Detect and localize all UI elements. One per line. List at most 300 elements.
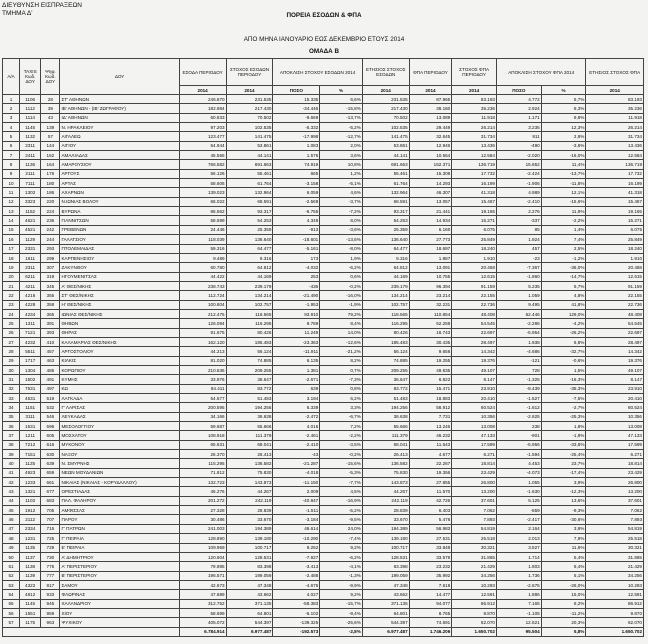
cell-stoxos-esodon: 33.670 (226, 515, 273, 524)
cell-esoda: 44.422 (179, 272, 226, 281)
cell-doy: ΧΙΟΥ (60, 608, 179, 617)
cell-etisios-fpa: 47.133 (586, 431, 644, 440)
cell-fpa: 96.394 (409, 281, 452, 290)
cell-doy: Α' ΘΕΣ/ΝΙΚΗΣ (60, 281, 179, 290)
cell-poso-fpa: 1.938 (496, 337, 541, 346)
cell-etisios-fpa: 22.697 (586, 328, 644, 337)
cell-taxis: 2334 (20, 524, 41, 533)
cell-taxis: 6211 (20, 272, 41, 281)
cell-doy: ΑΜΑΛΙΑΔΑΣ (60, 151, 179, 160)
cell-stoxos-fpa: 8.147 (452, 375, 497, 384)
table-row (3, 506, 644, 515)
cell-fpa: 33.848 (409, 543, 452, 552)
table-body (3, 95, 644, 628)
cell-poso-esodon: -5.161 (273, 244, 320, 253)
cell-pct-esodon: -16,9% (320, 496, 363, 505)
cell-psifiaki: 605 (41, 431, 60, 440)
cell-fpa: 58.912 (409, 403, 452, 412)
cell-etisios-esodon: 36.647 (362, 375, 409, 384)
cell-aa: 33 (3, 394, 20, 403)
cell-fpa: 13.091 (409, 263, 452, 272)
cell-taxis: 1611 (20, 253, 41, 262)
cell-pct-esodon: 79,2% (320, 309, 363, 318)
cell-poso-fpa: 3.235 (496, 123, 541, 132)
cell-doy: ΠΑΡΟΥ (60, 515, 179, 524)
cell-psifiaki: 707 (41, 515, 60, 524)
cell-poso-esodon: 9.789 (273, 319, 320, 328)
cell-poso-esodon: 639 (273, 384, 320, 393)
cell-doy: Ν. ΗΡΑΚΛΕΙΟΥ (60, 123, 179, 132)
cell-fpa: 21.441 (409, 207, 452, 216)
cell-stoxos-fpa: 19.165 (452, 207, 497, 216)
cell-stoxos-esodon: 26.413 (226, 450, 273, 459)
cell-poso-esodon: 3.194 (273, 394, 320, 403)
col-etisios-esodon: ΕΤΗΣΙΟΣ ΣΤΟΧΟΣ ΕΣΟΔΩΝ (362, 59, 409, 86)
cell-fpa: 7.731 (409, 412, 452, 421)
cell-esoda: 100.804 (179, 300, 226, 309)
cell-etisios-esodon: 43.662 (362, 590, 409, 599)
cell-etisios-fpa: 26.800 (586, 478, 644, 487)
cell-pct-esodon: -15,6% (320, 459, 363, 468)
cell-aa: 12 (3, 197, 20, 206)
cell-stoxos-esodon: 64.477 (226, 244, 273, 253)
cell-pct-esodon: 8,4% (320, 319, 363, 328)
cell-stoxos-fpa: 9.870 (452, 608, 497, 617)
cell-poso-fpa: -659 (496, 506, 541, 515)
cell-etisios-fpa: 37.601 (586, 496, 644, 505)
cell-poso-esodon: 2.009 (273, 487, 320, 496)
cell-stoxos-esodon: 102.757 (226, 300, 273, 309)
cell-pct-esodon: -1,3% (320, 571, 363, 580)
cell-taxis: 1304 (20, 365, 41, 374)
cell-pct-fpa: -2,2% (541, 216, 586, 225)
cell-stoxos-fpa: 15.467 (452, 197, 497, 206)
cell-doy: ΑΜΑΡΟΥΣΙΟΥ (60, 160, 179, 169)
cell-esoda: 120.604 (179, 552, 226, 561)
cell-psifiaki: 677 (41, 487, 60, 496)
cell-pct-fpa: -25,3% (541, 412, 586, 421)
cell-doy: Ε' ΠΕΙΡΑΙΑ (60, 543, 179, 552)
cell-psifiaki: 162 (41, 151, 60, 160)
cell-pct-esodon: 3,3% (320, 403, 363, 412)
year-stoxos-esodon: 2014 (226, 86, 273, 95)
cell-fpa: 13.246 (409, 422, 452, 431)
cell-fpa: 42.726 (409, 496, 452, 505)
cell-fpa: 15.308 (409, 169, 452, 178)
cell-taxis: 2311 (20, 141, 41, 150)
cell-pct-fpa: 7,9% (541, 534, 586, 543)
year-esoda: 2014 (179, 86, 226, 95)
cell-pct-fpa: -26,2% (541, 328, 586, 337)
cell-fpa: 38.160 (409, 104, 452, 113)
cell-etisios-fpa: 83.193 (586, 95, 644, 104)
table-row (3, 337, 644, 346)
cell-stoxos-esodon: 80.426 (226, 328, 273, 337)
cell-stoxos-esodon: 36.638 (226, 412, 273, 421)
cell-taxis: 4923 (20, 468, 41, 477)
cell-stoxos-esodon: 54.253 (226, 216, 273, 225)
cell-fpa: 30.435 (409, 337, 452, 346)
cell-taxis: 2112 (20, 515, 41, 524)
cell-taxis: 4216 (20, 291, 41, 300)
cell-doy: ΜΟΣΧΑΤΟΥ (60, 431, 179, 440)
cell-pct-fpa: 8,4% (541, 562, 586, 571)
cell-poso-esodon: -2.472 (273, 412, 320, 421)
cell-esoda: 128.890 (179, 534, 226, 543)
cell-poso-esodon: -1.511 (273, 506, 320, 515)
cell-aa: 57 (3, 618, 20, 627)
table-row (3, 450, 644, 459)
cell-psifiaki: 43 (41, 113, 60, 122)
table-row (3, 599, 644, 608)
cell-doy: ΑΙΓΑΛΕΩ (60, 132, 179, 141)
cell-poso-fpa: 3.527 (496, 543, 541, 552)
cell-stoxos-fpa: 21.429 (452, 562, 497, 571)
cell-psifiaki: 307 (41, 263, 60, 272)
cell-pct-esodon: -7,3% (320, 375, 363, 384)
org-line-2: ΤΜΗΜΑ Δ' (2, 10, 33, 17)
cell-psifiaki: 358 (41, 300, 60, 309)
cell-taxis: 1311 (20, 319, 41, 328)
cell-poso-fpa: -1.105 (496, 608, 541, 617)
table-row (3, 151, 644, 160)
cell-aa: 34 (3, 403, 20, 412)
cell-esoda: 60.833 (179, 113, 226, 122)
cell-aa: 47 (3, 524, 20, 533)
cell-etisios-esodon: 68.041 (362, 440, 409, 449)
cell-esoda: 210.636 (179, 365, 226, 374)
cell-etisios-esodon: 371.135 (362, 599, 409, 608)
cell-pct-esodon: 7,2% (320, 422, 363, 431)
cell-esoda: 27.328 (179, 506, 226, 515)
cell-taxis: 1135 (20, 543, 41, 552)
cell-aa: 5 (3, 132, 20, 141)
cell-doy: ΚΑΡΠΕΝΗΣΙΟΥ (60, 253, 179, 262)
cell-pct-fpa: 4,8% (541, 291, 586, 300)
cell-aa: 1 (3, 95, 20, 104)
cell-doy: Β' ΠΕΡΙΣΤΕΡΙΟΥ (60, 571, 179, 580)
cell-esoda: 238.743 (179, 281, 226, 290)
cell-pct-esodon: 6,6% (320, 95, 363, 104)
cell-etisios-esodon: 44.141 (362, 151, 409, 160)
cell-fpa: 33.579 (409, 552, 452, 561)
cell-esoda: 91.675 (179, 328, 226, 337)
cell-pct-fpa: 41,8% (541, 300, 586, 309)
cell-pct-fpa: 8,3% (541, 104, 586, 113)
cell-etisios-fpa: 31.865 (586, 552, 644, 561)
cell-fpa: 23.232 (409, 562, 452, 571)
cell-etisios-esodon: 55.461 (362, 169, 409, 178)
cell-etisios-fpa: 25.518 (586, 534, 644, 543)
cell-aa: 39 (3, 450, 20, 459)
cell-etisios-esodon: 54.253 (362, 216, 409, 225)
cell-doy: ΝΕΩΝ ΜΟΥΔΑΝΙΩΝ (60, 468, 179, 477)
cell-pct-esodon: -13,6% (320, 235, 363, 244)
table-row (3, 291, 644, 300)
cell-taxis: 1139 (20, 571, 41, 580)
cell-pct-fpa: 5,7% (541, 95, 586, 104)
cell-stoxos-esodon: 194.256 (226, 403, 273, 412)
cell-etisios-fpa: 31.734 (586, 132, 644, 141)
cell-pct-fpa: -1,2% (541, 253, 586, 262)
cell-etisios-fpa: 12.591 (586, 590, 644, 599)
cell-pct-esodon: -6,7% (320, 412, 363, 421)
cell-doy: Η' ΘΕΣ/ΝΙΚΗΣ (60, 300, 179, 309)
cell-pct-fpa: -9,3% (541, 506, 586, 515)
cell-stoxos-esodon: 100.717 (226, 543, 273, 552)
table-row (3, 319, 644, 328)
cell-doy: ΚΥΜΗΣ (60, 375, 179, 384)
cell-psifiaki: 244 (41, 235, 60, 244)
cell-stoxos-fpa: 136.719 (452, 160, 497, 169)
cell-stoxos-fpa: 25.849 (452, 235, 497, 244)
cell-stoxos-esodon: 47.348 (226, 580, 273, 589)
cell-aa: 38 (3, 440, 20, 449)
cell-aa: 54 (3, 590, 20, 599)
cell-aa: 51 (3, 562, 20, 571)
cell-doy: ΧΑΛΑΝΔΡΙΟΥ (60, 599, 179, 608)
cell-esoda: 246.870 (179, 95, 226, 104)
cell-taxis: 1211 (20, 431, 41, 440)
table-row (3, 515, 644, 524)
cell-pct-esodon: -5,2% (320, 123, 363, 132)
cell-psifiaki: 963 (41, 618, 60, 627)
cell-esoda: 60.780 (179, 263, 226, 272)
cell-fpa: 32.645 (409, 132, 452, 141)
cell-esoda: 34.166 (179, 412, 226, 421)
cell-stoxos-esodon: 53.861 (226, 141, 273, 150)
cell-stoxos-fpa: 86.912 (452, 599, 497, 608)
cell-pct-fpa: 6,8% (541, 337, 586, 346)
cell-doy: ΛΑΓΚΑΔΑ (60, 394, 179, 403)
cell-esoda: 139.023 (179, 188, 226, 197)
cell-doy: ΜΕΣΟΛΟΓΓΙΟΥ (60, 422, 179, 431)
cell-stoxos-esodon: 83.398 (226, 562, 273, 571)
cell-esoda: 126.084 (179, 319, 226, 328)
cell-etisios-esodon: 33.670 (362, 515, 409, 524)
cell-fpa: 11.643 (409, 440, 452, 449)
cell-poso-fpa: 1.055 (496, 478, 541, 487)
cell-doy: ΑΙΓΙΟΥ (60, 141, 179, 150)
cell-esoda: 81.020 (179, 356, 226, 365)
cell-poso-esodon: 1.083 (273, 141, 320, 150)
table-row (3, 132, 644, 141)
cell-taxis: 4234 (20, 309, 41, 318)
cell-doy: ΚΑΛΑΜΑΡΙΑΣ ΘΕΣ/ΝΙΚΗΣ (60, 337, 179, 346)
table-row (3, 468, 644, 477)
cell-taxis: 7111 (20, 179, 41, 188)
total-stoxos-esodon: 6.977.487 (226, 627, 273, 636)
cell-esoda: 42.673 (179, 580, 226, 589)
table-row (3, 543, 644, 552)
cell-poso-fpa: 1.736 (496, 571, 541, 580)
cell-fpa: 18.883 (409, 394, 452, 403)
table-row (3, 394, 644, 403)
cell-pct-fpa: 12,3% (541, 123, 586, 132)
cell-etisios-fpa: 10.293 (586, 580, 644, 589)
cell-etisios-esodon: 51.483 (362, 394, 409, 403)
cell-poso-fpa: 5.235 (496, 281, 541, 290)
cell-psifiaki: 242 (41, 225, 60, 234)
cell-fpa: 15.471 (409, 384, 452, 393)
col-doy: ΔΟΥ (60, 59, 179, 95)
cell-pct-fpa: -11,8% (541, 179, 586, 188)
cell-esoda: 108.918 (179, 431, 226, 440)
cell-psifiaki: 730 (41, 552, 60, 561)
cell-etisios-fpa: 34.256 (586, 571, 644, 580)
cell-fpa: 27.855 (409, 478, 452, 487)
cell-psifiaki: 777 (41, 571, 60, 580)
cell-stoxos-fpa: 17.599 (452, 440, 497, 449)
cell-doy: Ν.ΙΩΝΙΑΣ ΒΟΛΟΥ (60, 197, 179, 206)
cell-doy: ΨΥΧΙΚΟΥ (60, 618, 179, 627)
cell-etisios-esodon: 93.317 (362, 207, 409, 216)
cell-pct-esodon: -7,4% (320, 534, 363, 543)
cell-esoda: 86.562 (179, 207, 226, 216)
table-row (3, 160, 644, 169)
cell-pct-fpa: 2,5% (541, 244, 586, 253)
cell-pct-esodon: 8,0% (320, 216, 363, 225)
cell-poso-esodon: 4.027 (273, 590, 320, 599)
cell-pct-fpa: 11,4% (541, 160, 586, 169)
cell-aa: 20 (3, 272, 20, 281)
cell-fpa: 14.293 (409, 179, 452, 188)
cell-etisios-fpa: 6.271 (586, 450, 644, 459)
cell-doy: ΠΑΛ. ΦΑΛΗΡΟΥ (60, 496, 179, 505)
cell-poso-esodon: -2.671 (273, 375, 320, 384)
cell-poso-fpa: -337 (496, 216, 541, 225)
cell-doy: Α' ΔΗΜΗΤΡΙΟΥ (60, 552, 179, 561)
cell-etisios-esodon: 209.255 (362, 365, 409, 374)
cell-doy: ΟΡΕΣΤΙΑΔΑΣ (60, 487, 179, 496)
cell-poso-esodon: -6.755 (273, 207, 320, 216)
cell-esoda: 132.723 (179, 478, 226, 487)
cell-stoxos-esodon: 136.640 (226, 235, 273, 244)
cell-pct-esodon: 24,0% (320, 524, 363, 533)
year-stoxos-fpa: 2014 (452, 86, 497, 95)
cell-aa: 42 (3, 478, 20, 487)
cell-pct-esodon: 6,2% (320, 394, 363, 403)
cell-etisios-fpa: 18.240 (586, 244, 644, 253)
cell-stoxos-fpa: 22.697 (452, 328, 497, 337)
table-row (3, 618, 644, 627)
cell-stoxos-esodon: 116.295 (226, 319, 273, 328)
cell-etisios-fpa: 18.814 (586, 459, 644, 468)
sub-pct-esodon: % (320, 86, 363, 95)
cell-pct-fpa: -36,0% (541, 263, 586, 272)
cell-stoxos-esodon: 118.565 (226, 309, 273, 318)
table-row (3, 580, 644, 589)
cell-stoxos-esodon: 102.535 (226, 123, 273, 132)
cell-poso-esodon: 6.339 (273, 403, 320, 412)
table-row (3, 496, 644, 505)
cell-pct-esodon: -7,7% (320, 478, 363, 487)
cell-poso-fpa: -1.594 (496, 450, 541, 459)
cell-aa: 49 (3, 543, 20, 552)
cell-aa: 53 (3, 580, 20, 589)
cell-doy: ΓΙΑΝΝΙΤΣΩΝ (60, 216, 179, 225)
cell-stoxos-esodon: 56.124 (226, 347, 273, 356)
cell-stoxos-fpa: 20.410 (452, 394, 497, 403)
cell-etisios-fpa: 13.008 (586, 422, 644, 431)
cell-doy: ΘΗΒΩΝ (60, 319, 179, 328)
cell-stoxos-esodon: 64.812 (226, 263, 273, 272)
cell-etisios-fpa: 91.159 (586, 281, 644, 290)
cell-pct-esodon: -4,1% (320, 562, 363, 571)
cell-stoxos-fpa: 23.429 (452, 468, 497, 477)
cell-pct-fpa: -13,7% (541, 169, 586, 178)
cell-stoxos-esodon: 371.135 (226, 599, 273, 608)
cell-stoxos-fpa: 12.584 (452, 151, 497, 160)
cell-poso-fpa: 1.714 (496, 552, 541, 561)
cell-poso-esodon: -18.601 (273, 235, 320, 244)
cell-fpa: 22.267 (409, 459, 452, 468)
cell-pct-fpa: -33,8% (541, 440, 586, 449)
cell-stoxos-fpa: 13.200 (452, 487, 497, 496)
cell-pct-esodon: -8,0% (320, 244, 363, 253)
cell-stoxos-fpa: 22.736 (452, 300, 497, 309)
year-fpa: 2014 (409, 86, 452, 95)
cell-poso-esodon: -58.383 (273, 599, 320, 608)
cell-taxis: 1112 (20, 104, 41, 113)
cell-etisios-esodon: 132.964 (362, 188, 409, 197)
cell-poso-esodon: -17.998 (273, 132, 320, 141)
cell-poso-fpa: 62.446 (496, 309, 541, 318)
cell-esoda: 84.411 (179, 384, 226, 393)
cell-poso-esodon: 93.910 (273, 309, 320, 318)
cell-aa: 23 (3, 300, 20, 309)
cell-aa: 22 (3, 291, 20, 300)
cell-psifiaki: 39 (41, 104, 60, 113)
cell-poso-fpa: -1.860 (496, 272, 541, 281)
cell-pct-esodon: -2,2% (320, 431, 363, 440)
cell-etisios-esodon: 102.757 (362, 300, 409, 309)
table-row (3, 263, 644, 272)
cell-pct-esodon: 4,5% (320, 487, 363, 496)
cell-fpa: 29.449 (409, 123, 452, 132)
cell-etisios-fpa: 15.271 (586, 216, 644, 225)
cell-poso-esodon: -11.150 (273, 478, 320, 487)
cell-taxis: 1145 (20, 123, 41, 132)
cell-pct-esodon: -7,2% (320, 207, 363, 216)
cell-aa: 28 (3, 347, 20, 356)
cell-stoxos-esodon: 64.801 (226, 608, 273, 617)
cell-stoxos-fpa: 60.524 (452, 403, 497, 412)
cell-psifiaki: 705 (41, 506, 60, 515)
table-row (3, 328, 644, 337)
cell-psifiaki: 355 (41, 291, 60, 300)
table-row (3, 244, 644, 253)
table-row (3, 384, 644, 393)
cell-stoxos-fpa: 19.376 (452, 356, 497, 365)
sub-pct-fpa: % (541, 86, 586, 95)
cell-etisios-fpa: 54.819 (586, 524, 644, 533)
cell-taxis: 1152 (20, 207, 41, 216)
cell-pct-fpa: 2,9% (541, 132, 586, 141)
cell-stoxos-esodon: 141.475 (226, 132, 273, 141)
cell-psifiaki: 639 (41, 459, 60, 468)
year-etisios-esodon: 2014 (362, 86, 409, 95)
cell-taxis: 7531 (20, 384, 41, 393)
cell-doy: ΓΑΛΑΤΣΙΟΥ (60, 235, 179, 244)
cell-stoxos-fpa: 37.601 (452, 496, 497, 505)
cell-poso-fpa: -1.612 (496, 403, 541, 412)
cell-etisios-fpa: 60.524 (586, 403, 644, 412)
cell-pct-esodon: -16,0% (320, 291, 363, 300)
cell-poso-esodon: -4.032 (273, 263, 320, 272)
cell-aa: 4 (3, 123, 20, 132)
cell-esoda: 59.316 (179, 244, 226, 253)
